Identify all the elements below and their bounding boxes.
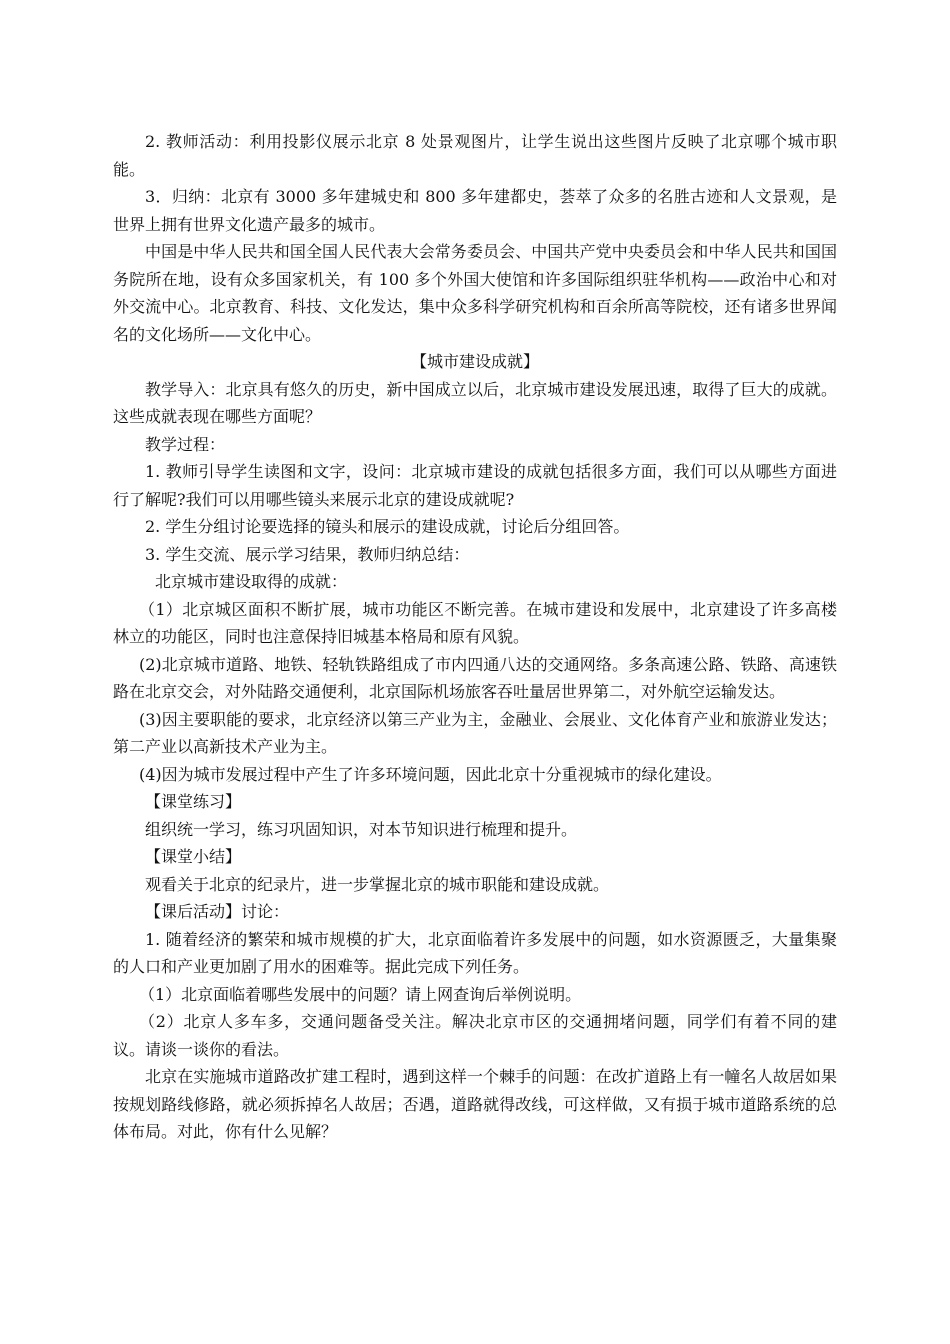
paragraph-step-1: 1. 教师引导学生读图和文字，设问：北京城市建设的成就包括很多方面，我们可以从哪些方面进行了解呢?我们可以用哪些镜头来展示北京的建设成就呢? (113, 462, 837, 509)
paragraph-class-summary: 观看关于北京的纪录片，进一步掌握北京的城市职能和建设成就。 (145, 874, 610, 894)
paragraph-task-1: （1）北京面临着哪些发展中的问题？请上网查询后举例说明。 (139, 984, 582, 1004)
section-heading-practice: 【课堂练习】 (145, 792, 242, 811)
section-heading-achievements: 【城市建设成就】 (410, 352, 539, 371)
paragraph-achievements-label: 北京城市建设取得的成就： (155, 572, 348, 591)
paragraph-former-residence: 北京在实施城市道路改扩建工程时，遇到这样一个棘手的问题：在改扩道路上有一幢名人故居如果按规划路线修路，就必须拆掉名人故居；否遇，道路就得改线，可这样做，又有损于城市道路系统的总体布局。对此，你有什么见解？ (113, 1067, 837, 1141)
paragraph-discussion-1: 1. 随着经济的繁荣和城市规模的扩大，北京面临着许多发展中的问题，如水资源匮乏，大量集聚的人口和产业更加剧了用水的困难等。据此完成下列任务。 (113, 929, 837, 976)
paragraph-task-2: （2）北京人多车多，交通问题备受关注。解决北京市区的交通拥堵问题，同学们有着不同的建议。请谈一谈你的看法。 (113, 1012, 837, 1059)
paragraph-process-label: 教学过程： (145, 434, 226, 454)
paragraph-political-center: 中国是中华人民共和国全国人民代表大会常务委员会、中国共产党中央委员会和中华人民共和国国务院所在地，设有众多国家机关，有 100 多个外国大使馆和许多国际组织驻华机构——政治中心和对外交流中心。北京教育、科技、文化发达，集中众多科学研究机构和百余所高等院校，还有诸多世界闻名的文化场所——文化中心。 (113, 242, 837, 344)
paragraph-summary: 3．归纳：北京有 3000 多年建城史和 800 多年建都史，荟萃了众多的名胜古迹和人文景观，是世界上拥有世界文化遗产最多的城市。 (113, 187, 837, 234)
paragraph-lesson-intro: 教学导入：北京具有悠久的历史，新中国成立以后，北京城市建设发展迅速，取得了巨大的成就。这些成就表现在哪些方面呢？ (113, 379, 837, 426)
paragraph-step-2: 2. 学生分组讨论要选择的镜头和展示的建设成就，讨论后分组回答。 (145, 517, 630, 536)
paragraph-step-3: 3. 学生交流、展示学习结果，教师归纳总结： (145, 544, 470, 564)
paragraph-achievement-3: (3)因主要职能的要求，北京经济以第三产业为主，金融业、会展业、文化体育产业和旅游业发达；第二产业以高新技术产业为主。 (113, 709, 837, 756)
paragraph-practice: 组织统一学习，练习巩固知识，对本节知识进行梳理和提升。 (145, 819, 578, 839)
paragraph-achievement-2: (2)北京城市道路、地铁、轻轨铁路组成了市内四通八达的交通网络。多条高速公路、铁路、高速铁路在北京交会，对外陆路交通便利，北京国际机场旅客吞吐量居世界第二，对外航空运输发达。 (113, 654, 837, 701)
paragraph-teacher-activity: 2. 教师活动：利用投影仪展示北京 8 处景观图片，让学生说出这些图片反映了北京哪个城市职能。 (113, 132, 837, 179)
document-page (113, 128, 837, 1146)
section-heading-summary: 【课堂小结】 (145, 847, 242, 866)
section-heading-after-class: 【课后活动】讨论： (145, 902, 290, 921)
paragraph-achievement-4: (4)因为城市发展过程中产生了许多环境问题，因此北京十分重视城市的绿化建设。 (139, 764, 722, 784)
paragraph-achievement-1: （1）北京城区面积不断扩展，城市功能区不断完善。在城市建设和发展中，北京建设了许多高楼林立的功能区，同时也注意保持旧城基本格局和原有风貌。 (113, 599, 837, 646)
